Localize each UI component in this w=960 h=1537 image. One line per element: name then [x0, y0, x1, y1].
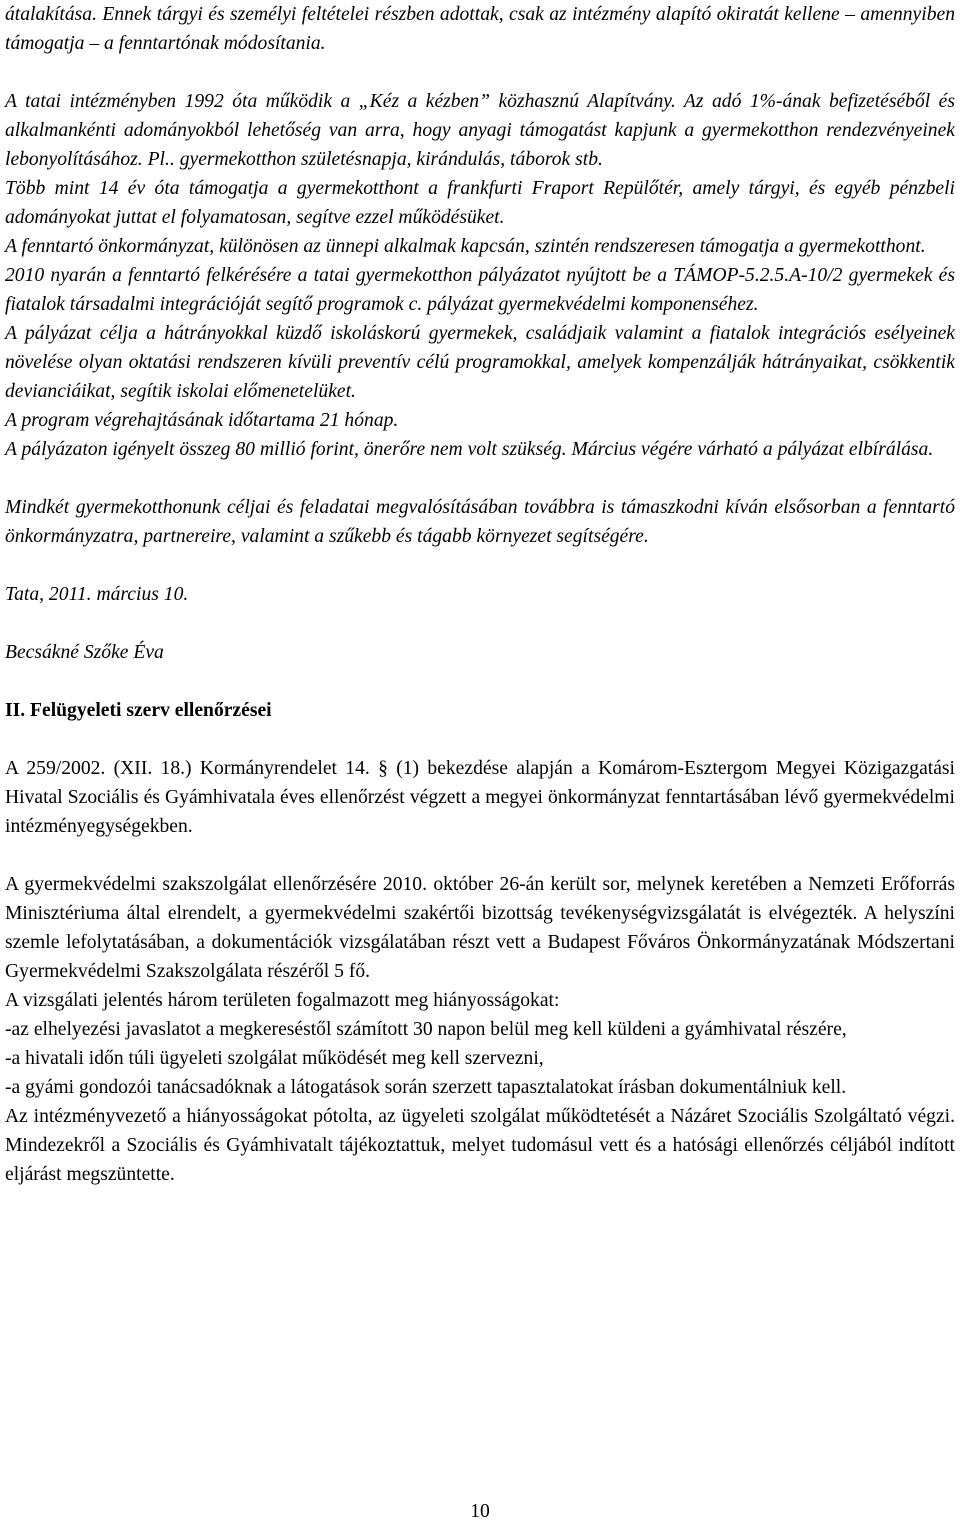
spacer	[5, 725, 955, 754]
paragraph-application-goal: A pályázat célja a hátrányokkal küzdő iskoláskorú gyermekek, családjaik valamint a fiatalok integrációs esélyeinek növelése olyan oktatási rendszeren kívüli preventív célú programokkal, amelyek kompenzálják hátrányaikat, csökkentik devianciáikat, segítik iskolai előmenetelüket.	[5, 323, 955, 402]
list-item: -a gyámi gondozói tanácsadóknak a látogatások során szerzett tapasztalatokat írásban dokumentálniuk kell.	[5, 1077, 847, 1098]
spacer	[5, 667, 955, 696]
paragraph-program-duration: A program végrehajtásának időtartama 21 hónap.	[5, 410, 399, 431]
page-number: 10	[470, 1501, 490, 1522]
spacer	[5, 551, 955, 580]
paragraph-resolution: Az intézményvezető a hiányosságokat pótolta, az ügyeleti szolgálat működtetését a Názáret Szociális Szolgáltató végzi. Mindezekről a Szociális és Gyámhivatalt tájékoztattuk, melyet tudomásul vett és a hatósági ellenőrzés céljából indított eljárást megszüntette.	[5, 1106, 955, 1185]
spacer	[5, 464, 955, 493]
paragraph-tamop-application: 2010 nyarán a fenntartó felkérésére a tatai gyermekotthon pályázatot nyújtott be a TÁMOP-5.2.5.A-10/2 gyermekek és fiatalok társadalmi integrációját segítő programok c. pályázat gyermekvédelmi komponenséhez.	[5, 265, 955, 315]
paragraph-foundation: A tatai intézményben 1992 óta működik a „Kéz a kézben” közhasznú Alapítvány. Az adó 1%-ának befizetéséből és alkalmankénti adományokból lehetőség van arra, hogy anyagi támogatást kapjunk a gyermekotthon rendezvényeinek lebonyolításához. Pl.. gyermekotthon születésnapja, kirándulás, táborok stb.	[5, 91, 955, 170]
paragraph-government-decree: A 259/2002. (XII. 18.) Kormányrendelet 14. § (1) bekezdése alapján a Komárom-Esztergom Megyei Közigazgatási Hivatal Szociális és Gyámhivatala éves ellenőrzést végzett a megyei önkormányzat fenntartásában lévő gyermekvédelmi intézményegységekben.	[5, 758, 955, 837]
paragraph-requested-amount: A pályázaton igényelt összeg 80 millió forint, önerőre nem volt szükség. Március végére várható a pályázat elbírálása.	[5, 439, 934, 460]
paragraph-inspection: A gyermekvédelmi szakszolgálat ellenőrzésére 2010. október 26-án került sor, melynek keretében a Nemzeti Erőforrás Minisztériuma által elrendelt, a gyermekvédelmi szakértői bizottság tevékenységvizsgálatát is elvégezték. A helyszíni szemle lefolytatásában, a dokumentációk vizsgálatában részt vett a Budapest Főváros Önkormányzatának Módszertani Gyermekvédelmi Szakszolgálata részéről 5 fő.	[5, 874, 955, 982]
paragraph-closing: Mindkét gyermekotthonunk céljai és feladatai megvalósításában továbbra is támaszkodni kíván elsősorban a fenntartó önkormányzatra, partnereire, valamint a szűkebb és tágabb környezet segítségére.	[5, 497, 955, 547]
paragraph-statute-change: átalakítása. Ennek tárgyi és személyi feltételei részben adottak, csak az intézmény alapító okiratát kellene – amennyiben támogatja – a fenntartónak módosítania.	[5, 4, 955, 54]
spacer	[5, 58, 955, 87]
list-item: -a hivatali időn túli ügyeleti szolgálat működését meg kell szervezni,	[5, 1048, 544, 1069]
date-line: Tata, 2011. március 10.	[5, 584, 189, 605]
spacer	[5, 609, 955, 638]
spacer	[5, 841, 955, 870]
document-page	[5, 0, 955, 1189]
list-item: -az elhelyezési javaslatot a megkereséstől számított 30 napon belül meg kell küldeni a gyámhivatal részére,	[5, 1019, 847, 1040]
paragraph-fraport: Több mint 14 év óta támogatja a gyermekotthont a frankfurti Fraport Repülőtér, amely tárgyi, és egyéb pénzbeli adományokat juttat el folyamatosan, segítve ezzel működésüket.	[5, 178, 955, 228]
paragraph-report-intro: A vizsgálati jelentés három területen fogalmazott meg hiányosságokat:	[5, 990, 560, 1011]
signature-name: Becsákné Szőke Éva	[5, 642, 164, 663]
paragraph-municipality-support: A fenntartó önkormányzat, különösen az ünnepi alkalmak kapcsán, szintén rendszeresen támogatja a gyermekotthont.	[5, 236, 926, 257]
section-heading: II. Felügyeleti szerv ellenőrzései	[5, 700, 272, 721]
